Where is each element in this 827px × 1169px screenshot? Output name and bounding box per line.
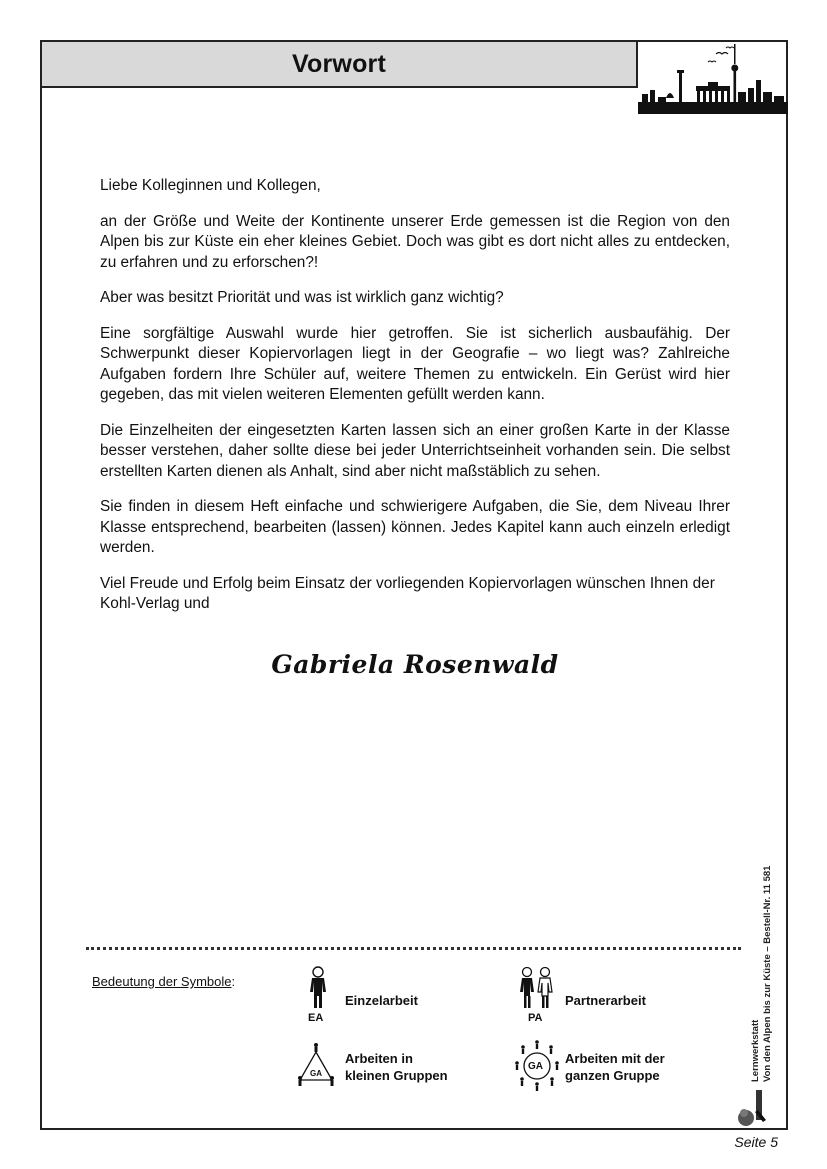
two-persons-icon (518, 966, 554, 1010)
book-title-order-number: Von den Alpen bis zur Küste – Bestell-Nr. 11 581 (762, 865, 773, 1082)
letter-paragraph-1: an der Größe und Weite der Kontinente unserer Erde gemessen ist die Region von den Alpen bis zur Küste ein eher kleines Gebiet. Doch was gibt es dort nicht alles zu entdecken, zu erfahren und zu erforschen?! (100, 212, 730, 271)
symbol-code-pa: PA (528, 1012, 543, 1024)
symbol-label-small-groups-line2: kleinen Gruppen (345, 1068, 448, 1083)
page-number: Seite 5 (734, 1134, 778, 1150)
title-bar (42, 42, 638, 88)
symbol-code-ga-small: GA (310, 1069, 322, 1078)
symbol-label-partnerarbeit: Partnerarbeit (565, 993, 646, 1008)
page-frame (40, 40, 788, 1130)
symbol-label-small-groups (345, 1050, 448, 1084)
symbol-label-einzelarbeit: Einzelarbeit (345, 993, 418, 1008)
legend-title-colon: : (231, 974, 236, 989)
symbol-label-whole-group-line2: ganzen Gruppe (565, 1068, 660, 1083)
letter-body (100, 176, 730, 630)
kohl-verlag-logo-icon (736, 1088, 780, 1128)
symbol-label-whole-group-line1: Arbeiten mit der (565, 1051, 665, 1066)
legend-title (92, 974, 235, 989)
small-group-triangle-icon (296, 1042, 336, 1088)
legend-title-text: Bedeutung der Symbole (92, 974, 232, 989)
letter-paragraph-6: Viel Freude und Erfolg beim Einsatz der vorliegenden Kopiervorlagen wünschen Ihnen der Kohl-Verlag und (100, 574, 715, 612)
letter-greeting: Liebe Kolleginnen und Kollegen, (100, 177, 321, 194)
section-divider (86, 947, 741, 950)
symbol-code-ga-whole: GA (528, 1061, 543, 1072)
letter-paragraph-5: Sie finden in diesem Heft einfache und schwierigere Aufgaben, die Sie, dem Niveau Ihrer Klasse entsprechend, bearbeiten (lassen) können. Jedes Kapitel kann auch einzeln erledigt werden. (100, 498, 730, 556)
symbol-label-whole-group (565, 1050, 665, 1084)
letter-paragraph-3: Eine sorgfältige Auswahl wurde hier getroffen. Sie ist sicherlich ausbaufähig. Der Schwerpunkt dieser Kopiervorlagen liegt in der Geografie – wo liegt was? Zahlreiche Aufgaben fordern Ihre Schüler auf, weitere Themen zu entwickeln. Ein Gerüst wird hier gegeben, das mit vielen weiteren Elementen gefüllt werden kann. (100, 324, 730, 403)
symbol-label-small-groups-line1: Arbeiten in (345, 1051, 413, 1066)
series-name: Lernwerkstatt (750, 1019, 761, 1082)
single-person-icon (306, 966, 330, 1010)
author-signature: Gabriela Rosenwald (271, 650, 559, 679)
letter-paragraph-2: Aber was besitzt Priorität und was ist wirklich ganz wichtig? (100, 289, 504, 306)
letter-paragraph-4: Die Einzelheiten der eingesetzten Karten lassen sich an einer großen Karte in der Klasse besser verstehen, daher sollte diese bei jeder Unterrichtseinheit vorhanden sein. Die selbst erstellten Karten dienen als Anhalt, sind aber nicht maßstäblich zu sehen. (100, 421, 730, 480)
publication-info (750, 822, 788, 1082)
symbol-code-ea: EA (308, 1012, 324, 1024)
berlin-skyline-icon (638, 42, 788, 114)
page-title: Vorwort (292, 49, 386, 78)
